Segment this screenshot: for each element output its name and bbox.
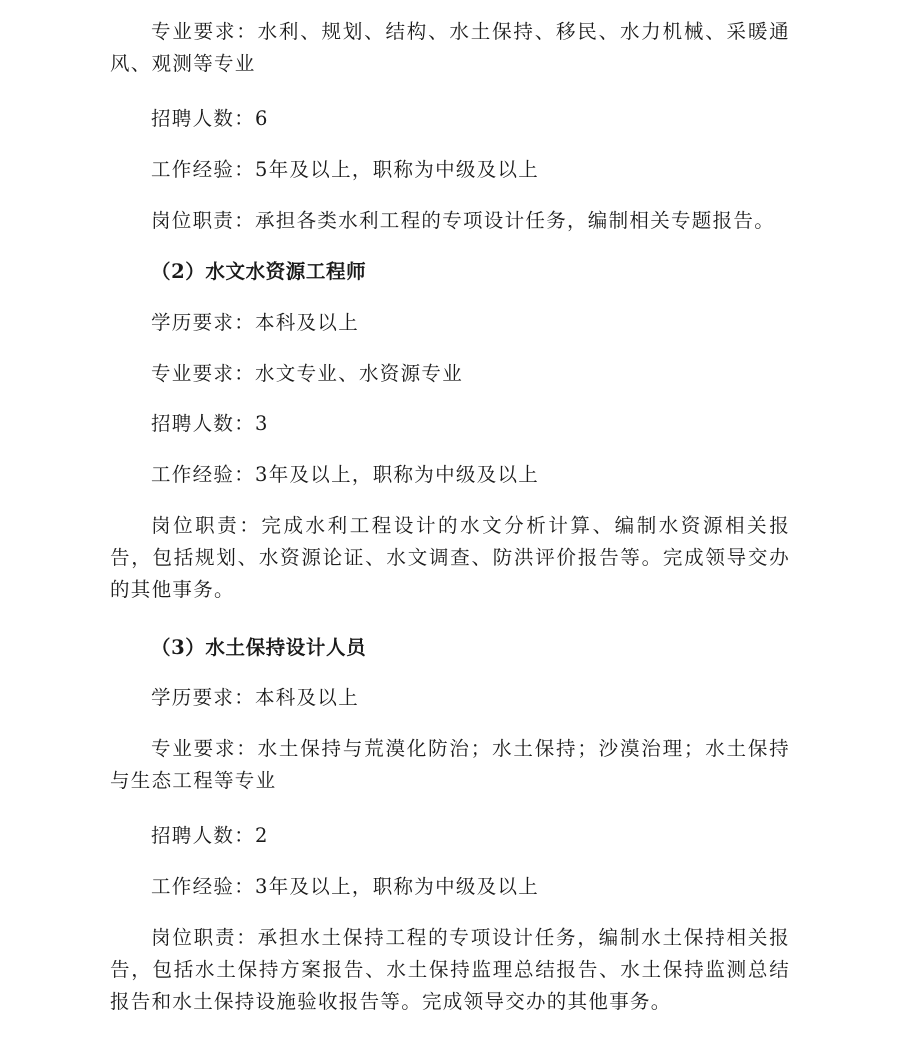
major-requirement-3: 专业要求：水土保持与荒漠化防治；水土保持；沙漠治理；水土保持与生态工程等专业	[110, 737, 790, 792]
education-requirement-2: 学历要求：本科及以上	[151, 311, 360, 334]
major-requirement-1: 专业要求：水利、规划、结构、水土保持、移民、水力机械、采暖通风、观测等专业	[110, 20, 790, 75]
education-requirement-3: 学历要求：本科及以上	[151, 686, 360, 709]
experience-3: 工作经验：3年及以上，职称为中级及以上	[151, 875, 540, 898]
duties-3: 岗位职责：承担水土保持工程的专项设计任务，编制水土保持相关报告，包括水土保持方案报告、水土保持监理总结报告、水土保持监测总结报告和水土保持设施验收报告等。完成领导交办的其他事务。	[110, 926, 790, 1013]
experience-2: 工作经验：3年及以上，职称为中级及以上	[151, 463, 540, 486]
duties-1: 岗位职责：承担各类水利工程的专项设计任务，编制相关专题报告。	[151, 209, 776, 232]
major-requirement-2: 专业要求：水文专业、水资源专业	[151, 362, 464, 385]
headcount-2: 招聘人数：3	[151, 412, 269, 435]
duties-2: 岗位职责：完成水利工程设计的水文分析计算、编制水资源相关报告，包括规划、水资源论证、水文调查、防洪评价报告等。完成领导交办的其他事务。	[110, 514, 790, 601]
headcount-3: 招聘人数：2	[151, 824, 269, 847]
section-heading-2: （2）水文水资源工程师	[151, 260, 367, 283]
headcount-1: 招聘人数：6	[151, 107, 269, 130]
experience-1: 工作经验：5年及以上，职称为中级及以上	[151, 158, 540, 181]
section-heading-3: （3）水土保持设计人员	[151, 636, 367, 659]
